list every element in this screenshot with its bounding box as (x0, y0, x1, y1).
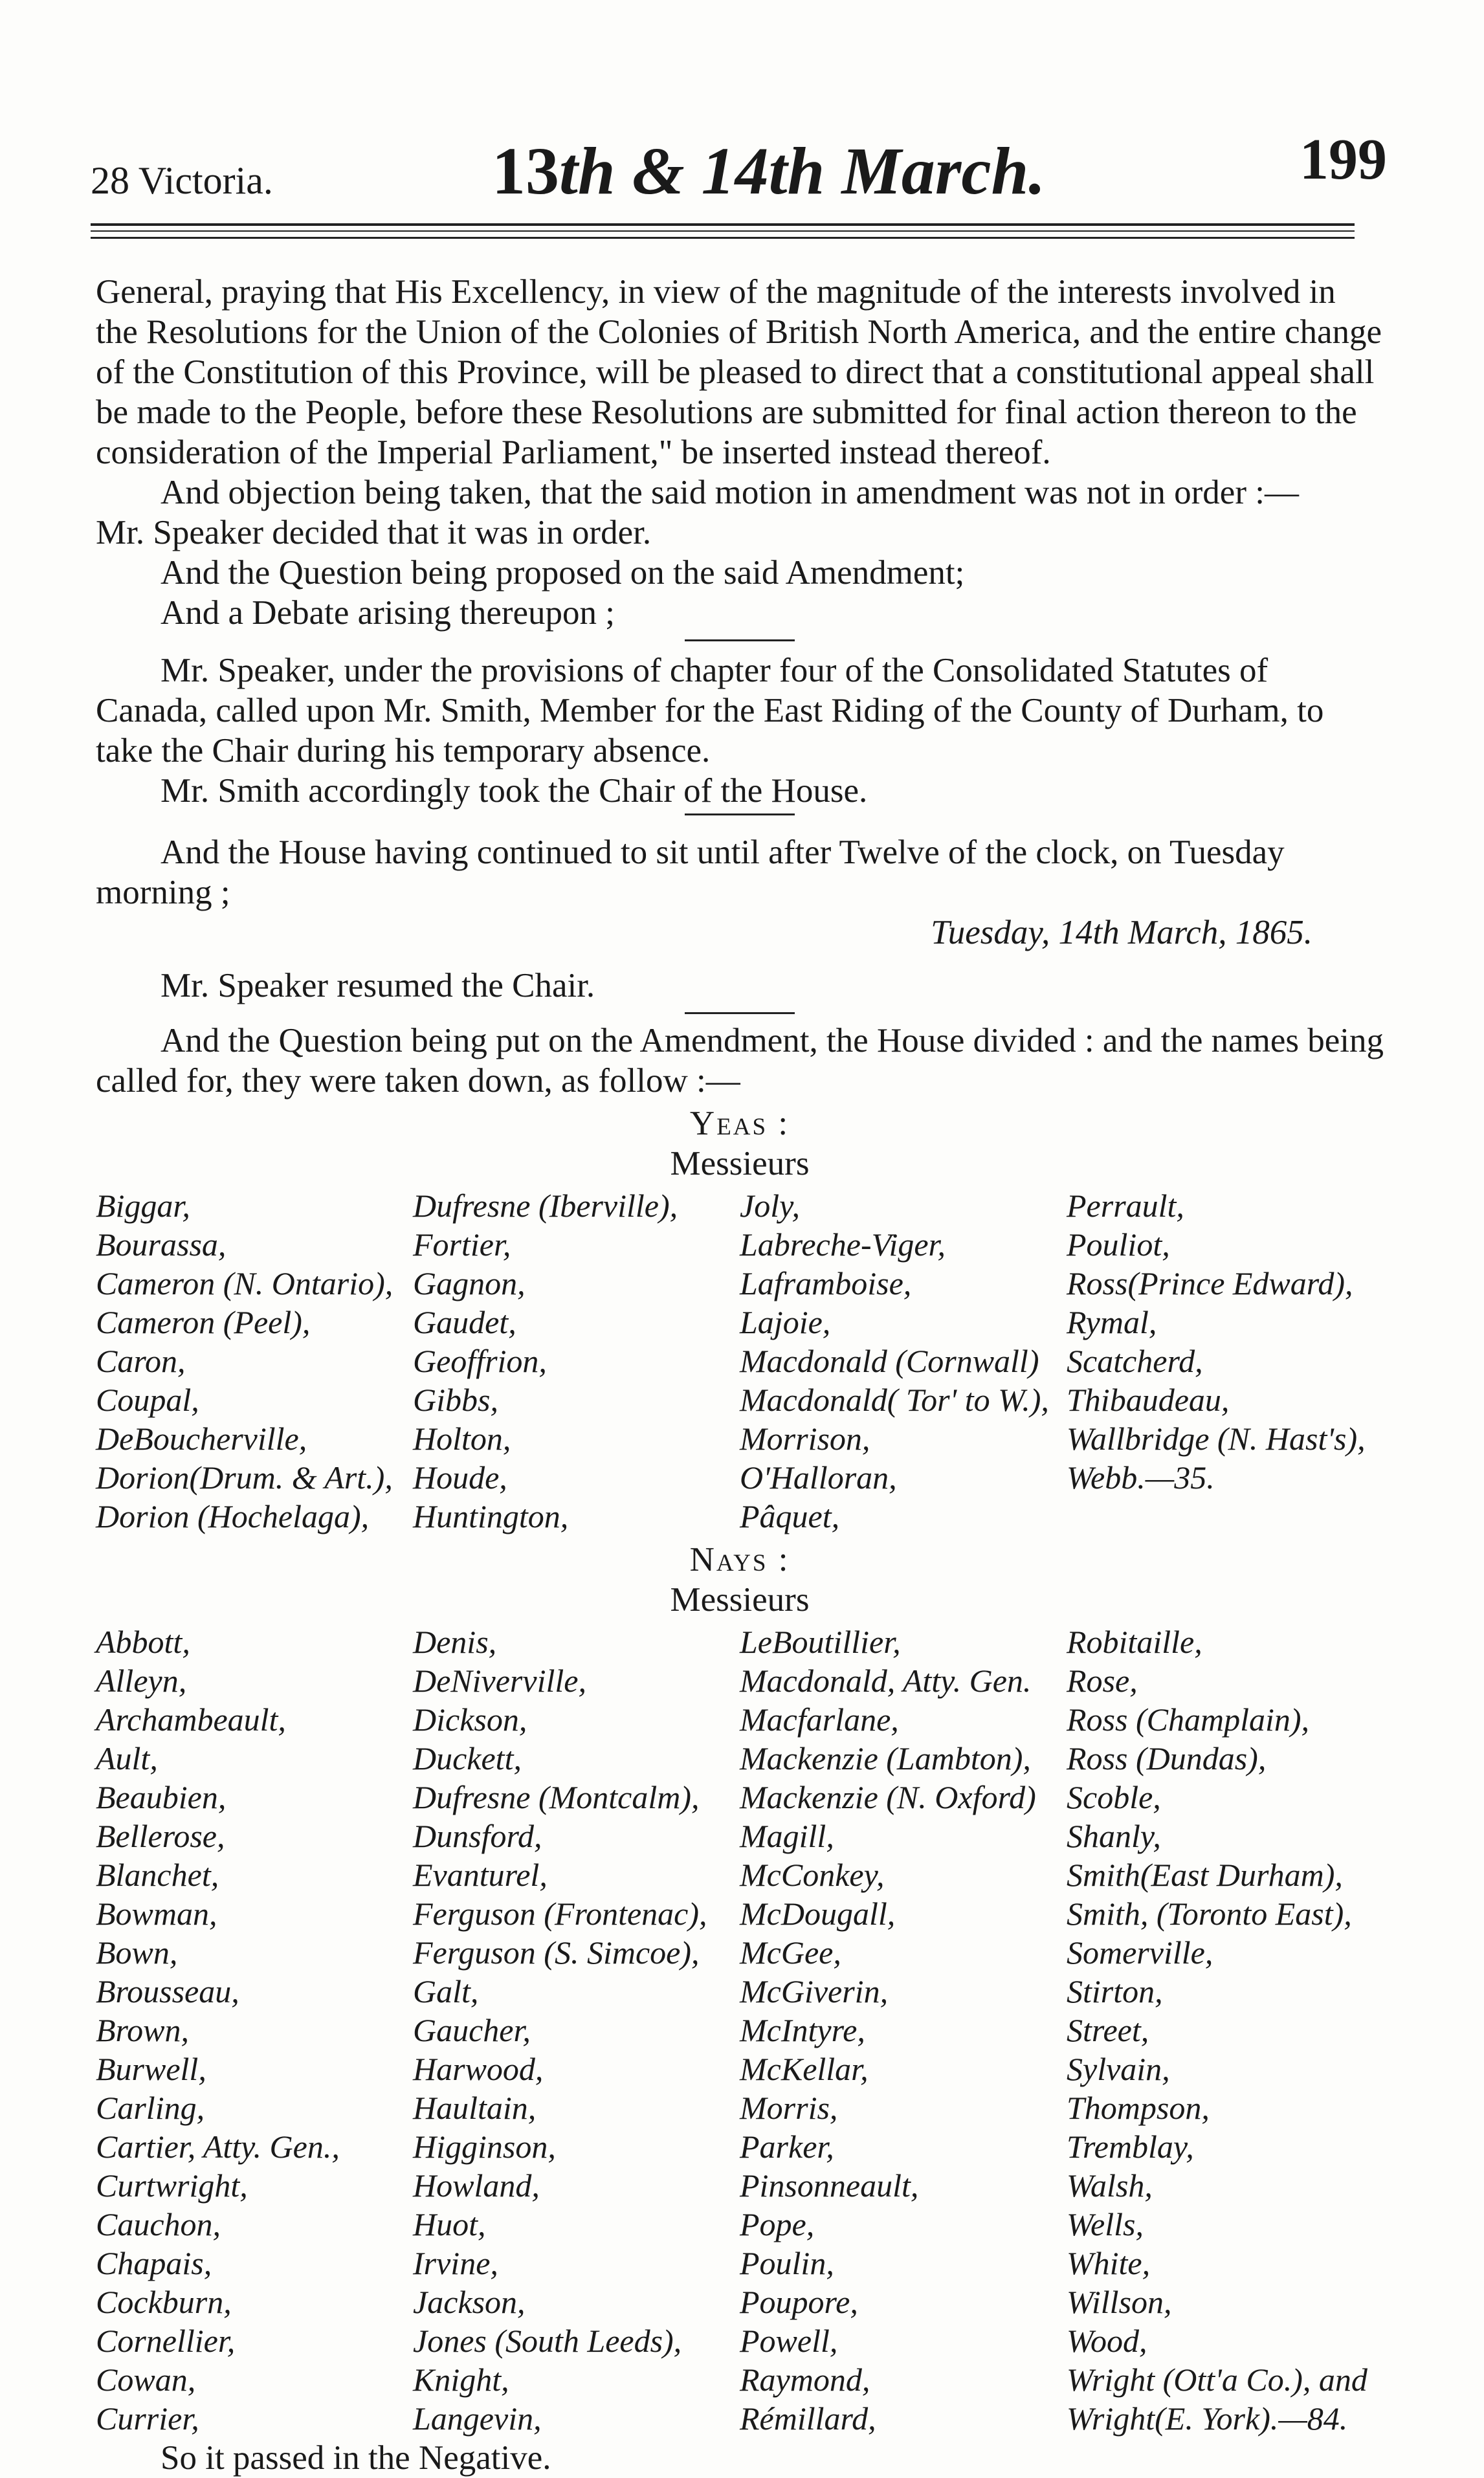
member-name: McKellar, (740, 2051, 869, 2087)
journal-text (96, 272, 1384, 2478)
member-name: Curtwright, (96, 2167, 248, 2204)
member-name: Chapais, (96, 2245, 212, 2281)
section-divider (685, 639, 795, 641)
paragraph: And the Question being put on the Amendment, the House divided : and the names being called for, they were taken down, as follow :— (96, 1022, 1384, 1100)
member-name: Carling, (96, 2090, 205, 2126)
member-name: Cornellier, (96, 2323, 236, 2359)
member-name: Archambeault, (96, 1701, 286, 1738)
member-name: Brousseau, (96, 1973, 239, 2009)
member-name: Bown, (96, 1934, 178, 1971)
paragraph: And the Question being proposed on the said Amendment; (161, 554, 965, 592)
member-name: Pâquet, (740, 1498, 840, 1534)
member-name: Huot, (413, 2206, 486, 2242)
title-part-4: th (768, 134, 825, 208)
member-name: Currier, (96, 2400, 199, 2437)
member-name: Rose, (1067, 1663, 1138, 1699)
member-name: Denis, (413, 1624, 497, 1660)
member-name: Dufresne (Montcalm), (413, 1779, 700, 1815)
member-name: McDougall, (740, 1896, 896, 1932)
member-name: Bellerose, (96, 1818, 225, 1854)
member-name: Stirton, (1067, 1973, 1163, 2009)
member-name: Poupore, (740, 2284, 858, 2320)
member-name: Howland, (413, 2167, 540, 2204)
member-name: Parker, (740, 2129, 834, 2165)
member-name: Biggar, (96, 1188, 190, 1224)
member-name: Somerville, (1067, 1934, 1213, 1971)
member-name: Pouliot, (1067, 1226, 1170, 1263)
nays-messieurs: Messieurs (670, 1581, 810, 1619)
member-name: Mackenzie (Lambton), (740, 1740, 1031, 1776)
member-name: Wallbridge (N. Hast's), (1067, 1421, 1366, 1457)
member-name: Scatcherd, (1067, 1343, 1203, 1379)
member-name: McIntyre, (740, 2012, 865, 2048)
member-name: McGiverin, (740, 1973, 889, 2009)
member-name: Burwell, (96, 2051, 206, 2087)
paragraph: And the House having continued to sit until after Twelve of the clock, on Tuesday morning ; (96, 834, 1285, 911)
member-name: Labreche-Viger, (740, 1226, 946, 1263)
member-name: LeBoutillier, (740, 1624, 901, 1660)
member-name: Langevin, (413, 2400, 542, 2437)
member-name: Willson, (1067, 2284, 1172, 2320)
member-name: Beaubien, (96, 1779, 227, 1815)
member-name: Gaudet, (413, 1304, 516, 1340)
member-name: Smith, (Toronto East), (1067, 1896, 1352, 1932)
member-name: Knight, (413, 2362, 509, 2398)
page-number: 199 (1300, 127, 1387, 192)
header-rule (91, 237, 1355, 239)
member-name: Smith(East Durham), (1067, 1857, 1343, 1893)
member-name: Holton, (413, 1421, 511, 1457)
member-name: Evanturel, (413, 1857, 548, 1893)
member-name: Wood, (1067, 2323, 1147, 2359)
closing-line: So it passed in the Negative. (161, 2439, 551, 2477)
member-name: Fortier, (413, 1226, 511, 1263)
member-name: Thibaudeau, (1067, 1382, 1230, 1418)
member-name: Galt, (413, 1973, 479, 2009)
member-name: Abbott, (96, 1624, 190, 1660)
member-name: Wright (Ott'a Co.), and (1067, 2362, 1368, 2398)
header-rule (91, 223, 1355, 226)
member-name: Joly, (740, 1188, 801, 1224)
member-name: Rymal, (1067, 1304, 1157, 1340)
member-name: Bourassa, (96, 1226, 227, 1263)
title-part-2: th (559, 134, 615, 208)
member-name: Mackenzie (N. Oxford) (740, 1779, 1036, 1815)
member-name: Irvine, (413, 2245, 498, 2281)
member-name: Scoble, (1067, 1779, 1161, 1815)
title-part-5: March. (825, 134, 1046, 208)
member-name: Haultain, (413, 2090, 537, 2126)
member-name: Cartier, Atty. Gen., (96, 2129, 340, 2165)
member-name: Pope, (740, 2206, 815, 2242)
member-name: Ross (Dundas), (1067, 1740, 1267, 1776)
paragraph: Mr. Speaker resumed the Chair. (161, 967, 595, 1004)
member-name: Huntington, (413, 1498, 569, 1534)
member-name: Cameron (Peel), (96, 1304, 311, 1340)
member-name: Lajoie, (740, 1304, 831, 1340)
paragraph: And objection being taken, that the said motion in amendment was not in order :— (161, 474, 1299, 511)
member-name: DeNiverville, (413, 1663, 586, 1699)
member-name: Coupal, (96, 1382, 199, 1418)
member-name: Wells, (1067, 2206, 1144, 2242)
member-name: Houde, (413, 1459, 507, 1496)
member-name: Macdonald, Atty. Gen. (740, 1663, 1032, 1699)
member-name: Ferguson (Frontenac), (413, 1896, 707, 1932)
member-name: Dickson, (413, 1701, 527, 1738)
member-name: Macfarlane, (740, 1701, 899, 1738)
member-name: Jones (South Leeds), (413, 2323, 682, 2359)
member-name: Rémillard, (740, 2400, 876, 2437)
member-name (1067, 1497, 1384, 1536)
member-name: Walsh, (1067, 2167, 1153, 2204)
member-name: Gibbs, (413, 1382, 498, 1418)
member-name: Cockburn, (96, 2284, 232, 2320)
member-name: Brown, (96, 2012, 189, 2048)
member-name: Webb.—35. (1067, 1459, 1215, 1496)
member-name: Ferguson (S. Simcoe), (413, 1934, 700, 1971)
member-name: DeBoucherville, (96, 1421, 307, 1457)
member-name: Macdonald( Tor' to W.), (740, 1382, 1049, 1418)
member-name: Jackson, (413, 2284, 526, 2320)
member-name: Duckett, (413, 1740, 522, 1776)
member-name: Wright(E. York).—84. (1067, 2400, 1348, 2437)
nays-list (96, 1622, 1384, 2438)
member-name: McConkey, (740, 1857, 885, 1893)
member-name: Thompson, (1067, 2090, 1210, 2126)
member-name: Ross(Prince Edward), (1067, 1265, 1353, 1301)
member-name: Dorion(Drum. & Art.), (96, 1459, 393, 1496)
member-name: McGee, (740, 1934, 841, 1971)
member-name: Pinsonneault, (740, 2167, 919, 2204)
section-divider (685, 813, 795, 815)
section-divider (685, 1012, 795, 1014)
member-name: Powell, (740, 2323, 838, 2359)
nays-heading: Nays : (689, 1541, 790, 1578)
paragraph: General, praying that His Excellency, in view of the magnitude of the interests involved in the Resolutions for the Union of the Colonies of British North America, and the entire change of the Constitution of this Province, will be pleased to direct that a constitutional appeal shall be made to the People, before these Resolutions are submitted for final action thereon to the consideration of the Imperial Parliament," be inserted instead thereof. (96, 273, 1382, 471)
member-name: Ault, (96, 1740, 158, 1776)
member-name: Dorion (Hochelaga), (96, 1498, 370, 1534)
page-title (492, 133, 1045, 210)
member-name: O'Halloran, (740, 1459, 897, 1496)
member-name: Gagnon, (413, 1265, 526, 1301)
member-name: Gaucher, (413, 2012, 531, 2048)
member-name: Laframboise, (740, 1265, 912, 1301)
member-name: Macdonald (Cornwall) (740, 1343, 1039, 1379)
paragraph: Mr. Speaker decided that it was in order. (96, 514, 652, 551)
member-name: Dufresne (Iberville), (413, 1188, 678, 1224)
member-name: Tremblay, (1067, 2129, 1194, 2165)
member-name: Dunsford, (413, 1818, 542, 1854)
member-name: Robitaille, (1067, 1624, 1202, 1660)
title-part-3: & 14 (615, 134, 769, 208)
member-name: Cowan, (96, 2362, 196, 2398)
member-name: Higginson, (413, 2129, 556, 2165)
header-rule (91, 230, 1355, 232)
member-name: Geoffrion, (413, 1343, 547, 1379)
paragraph: Mr. Speaker, under the provisions of chapter four of the Consolidated Statutes of Canada, called upon Mr. Smith, Member for the East Riding of the County of Durham, to take the Chair during his temporary absence. (96, 652, 1324, 769)
session-label: 28 Victoria. (91, 159, 273, 202)
member-name: White, (1067, 2245, 1151, 2281)
member-name: Harwood, (413, 2051, 544, 2087)
member-name: Magill, (740, 1818, 834, 1854)
member-name: Morris, (740, 2090, 838, 2126)
member-name: Alleyn, (96, 1663, 187, 1699)
yeas-list (96, 1186, 1384, 1536)
yeas-messieurs: Messieurs (670, 1145, 810, 1182)
member-name: Shanly, (1067, 1818, 1161, 1854)
member-name: Blanchet, (96, 1857, 219, 1893)
member-name: Perrault, (1067, 1188, 1184, 1224)
title-part-1: 13 (492, 134, 559, 208)
member-name: Street, (1067, 2012, 1149, 2048)
member-name: Cameron (N. Ontario), (96, 1265, 393, 1301)
member-name: Sylvain, (1067, 2051, 1170, 2087)
member-name: Bowman, (96, 1896, 217, 1932)
yeas-heading: Yeas : (689, 1105, 790, 1142)
member-name: Cauchon, (96, 2206, 221, 2242)
page-header (91, 120, 1387, 208)
member-name: Ross (Champlain), (1067, 1701, 1309, 1738)
member-name: Poulin, (740, 2245, 834, 2281)
paragraph: And a Debate arising thereupon ; (161, 594, 615, 632)
date-line: Tuesday, 14th March, 1865. (931, 914, 1312, 951)
member-name: Caron, (96, 1343, 186, 1379)
member-name: Morrison, (740, 1421, 870, 1457)
member-name: Raymond, (740, 2362, 870, 2398)
paragraph: Mr. Smith accordingly took the Chair of the House. (161, 772, 868, 810)
